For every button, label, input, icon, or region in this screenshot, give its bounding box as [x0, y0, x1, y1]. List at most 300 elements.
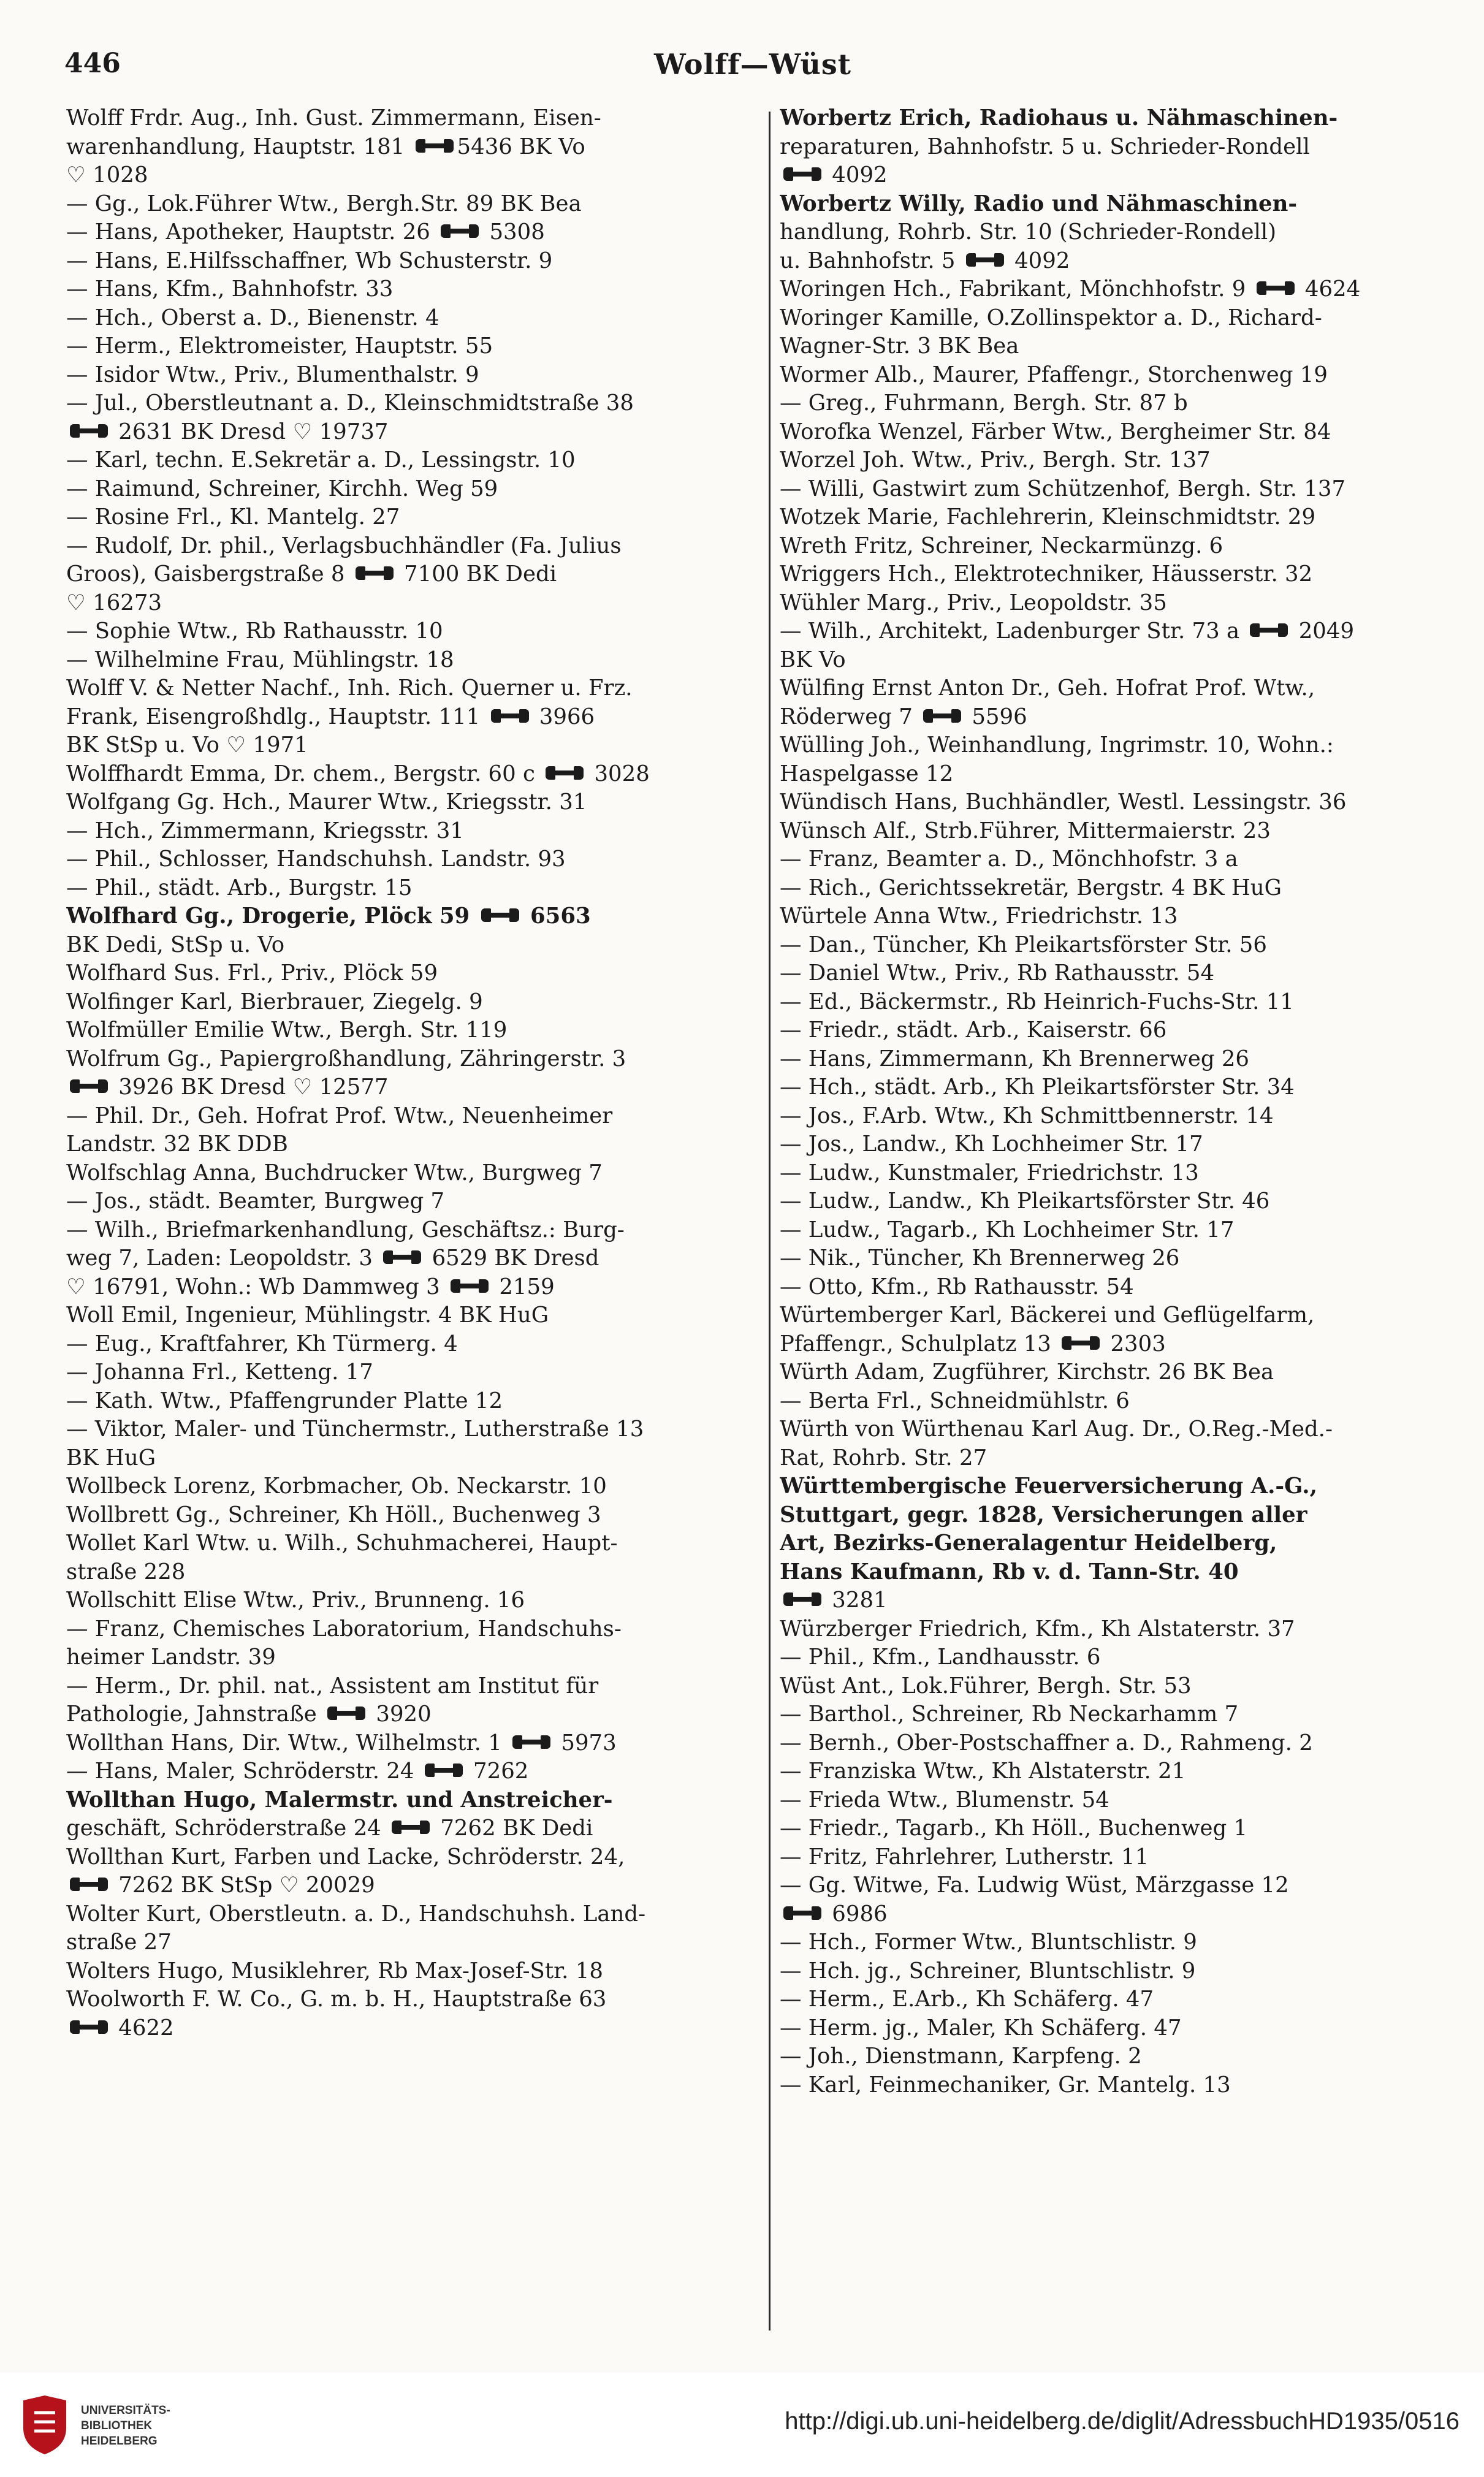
entry-text: — Friedr., Tagarb., Kh Höll., Buchenweg 1	[780, 1816, 1248, 1841]
directory-line	[66, 304, 762, 333]
entry-text: Frank, Eisengroßhdlg., Hauptstr. 111	[66, 704, 487, 729]
directory-line	[66, 560, 762, 589]
entry-text: Wülfing Ernst Anton Dr., Geh. Hofrat Prof. Wtw.,	[780, 675, 1315, 701]
entry-text: — Rudolf, Dr. phil., Verlagsbuchhändler (Fa. Julius	[66, 533, 622, 558]
entry-text: — Wilh., Architekt, Ladenburger Str. 73 a	[780, 618, 1247, 644]
entry-text: — Hans, Apotheker, Hauptstr. 26	[66, 219, 438, 245]
directory-line	[780, 2071, 1461, 2100]
entry-text: Wolff V. & Netter Nachf., Inh. Rich. Querner u. Frz.	[66, 675, 633, 701]
directory-line	[66, 1529, 762, 1558]
entry-text: Wolfinger Karl, Bierbrauer, Ziegelg. 9	[66, 989, 483, 1014]
entry-text: Wünsch Alf., Strb.Führer, Mittermaierstr. 23	[780, 818, 1271, 843]
entry-text: — Friedr., städt. Arb., Kaiserstr. 66	[780, 1018, 1167, 1043]
entry-text: — Ludw., Landw., Kh Pleikartsförster Str. 46	[780, 1189, 1270, 1214]
entry-text: — Bernh., Ober-Postschaffner a. D., Rahmeng. 2	[780, 1730, 1313, 1756]
library-seal-icon	[17, 2394, 72, 2456]
entry-text: — Jos., städt. Beamter, Burgweg 7	[66, 1189, 445, 1214]
entry-text: Württembergische Feuerversicherung A.-G.,	[780, 1474, 1317, 1499]
directory-line	[66, 959, 762, 988]
directory-line	[66, 1045, 762, 1074]
directory-line	[780, 1444, 1461, 1473]
directory-line	[780, 817, 1461, 846]
directory-line	[780, 1843, 1461, 1872]
directory-line	[780, 1928, 1461, 1957]
directory-line	[780, 247, 1461, 276]
directory-line	[66, 931, 762, 960]
entry-text: — Sophie Wtw., Rb Rathausstr. 10	[66, 618, 443, 644]
directory-line	[66, 1643, 762, 1672]
directory-line	[780, 133, 1461, 162]
directory-line	[780, 2014, 1461, 2043]
entry-text: BK Dedi, StSp u. Vo	[66, 932, 285, 957]
directory-line	[66, 1928, 762, 1957]
entry-text: Wriggers Hch., Elektrotechniker, Häusserstr. 32	[780, 561, 1313, 587]
directory-line	[780, 845, 1461, 874]
telephone-icon	[923, 709, 961, 723]
directory-line	[780, 389, 1461, 418]
entry-text: Hans Kaufmann, Rb v. d. Tann-Str. 40	[780, 1559, 1239, 1585]
entry-text: 7262 BK Dedi	[433, 1816, 593, 1841]
directory-line	[780, 731, 1461, 760]
directory-line	[780, 1900, 1461, 1929]
entry-text: 5973	[554, 1730, 617, 1756]
entry-text: — Nik., Tüncher, Kh Brennerweg 26	[780, 1246, 1180, 1271]
directory-line	[780, 902, 1461, 931]
directory-line	[780, 703, 1461, 732]
directory-line	[780, 418, 1461, 447]
entry-text: Stuttgart, gegr. 1828, Versicherungen aller	[780, 1502, 1307, 1528]
entry-text: Haspelgasse 12	[780, 761, 954, 786]
entry-text: Woolworth F. W. Co., G. m. b. H., Hauptstraße 63	[66, 1987, 607, 2012]
entry-text: — Rosine Frl., Kl. Mantelg. 27	[66, 504, 400, 530]
entry-text: Rat, Rohrb. Str. 27	[780, 1445, 987, 1471]
directory-line	[780, 589, 1461, 618]
directory-line	[66, 1102, 762, 1131]
directory-line	[780, 503, 1461, 532]
directory-line	[66, 874, 762, 903]
directory-line	[780, 1814, 1461, 1843]
directory-line	[780, 874, 1461, 903]
directory-line	[66, 1444, 762, 1473]
directory-line	[66, 332, 762, 361]
entry-text: Wollet Karl Wtw. u. Wilh., Schuhmacherei, Haupt-	[66, 1531, 618, 1556]
entry-text: — Kath. Wtw., Pfaffengrunder Platte 12	[66, 1388, 503, 1414]
telephone-icon	[441, 224, 479, 238]
entry-text: 3926 BK Dresd ♡ 12577	[112, 1075, 389, 1100]
entry-text: Groos), Gaisbergstraße 8	[66, 561, 352, 587]
directory-line	[66, 1814, 762, 1843]
entry-text: Pathologie, Jahnstraße	[66, 1702, 324, 1727]
directory-line	[66, 475, 762, 504]
directory-line	[780, 1045, 1461, 1074]
directory-line	[780, 988, 1461, 1017]
directory-line	[780, 1330, 1461, 1359]
directory-line	[66, 1387, 762, 1416]
entry-text: Wormer Alb., Maurer, Pfaffengr., Storchenweg 19	[780, 362, 1328, 387]
directory-line	[780, 1757, 1461, 1786]
library-logo[interactable]	[17, 2394, 201, 2456]
entry-text: straße 228	[66, 1559, 186, 1585]
entry-text: 7262	[466, 1759, 529, 1784]
telephone-icon	[966, 253, 1004, 267]
entry-text: Wühler Marg., Priv., Leopoldstr. 35	[780, 590, 1167, 615]
entry-text: Wolfrum Gg., Papiergroßhandlung, Zähringerstr. 3	[66, 1046, 626, 1071]
directory-line	[66, 1472, 762, 1501]
entry-text: u. Bahnhofstr. 5	[780, 248, 962, 273]
page-header	[64, 48, 1441, 91]
entry-text: — Hans, E.Hilfsschaffner, Wb Schusterstr. 9	[66, 248, 553, 273]
entry-text: Pfaffengr., Schulplatz 13	[780, 1331, 1059, 1356]
entry-text: — Jos., Landw., Kh Lochheimer Str. 17	[780, 1132, 1203, 1157]
directory-line	[780, 617, 1461, 646]
entry-text: — Hch., Former Wtw., Bluntschlistr. 9	[780, 1930, 1197, 1955]
entry-text: — Gg., Lok.Führer Wtw., Bergh.Str. 89 BK Bea	[66, 191, 582, 216]
entry-text: BK HuG	[66, 1445, 156, 1471]
entry-text: — Rich., Gerichtssekretär, Bergstr. 4 BK HuG	[780, 875, 1282, 900]
entry-text: Würth Adam, Zugführer, Kirchstr. 26 BK Bea	[780, 1360, 1274, 1385]
directory-line	[780, 646, 1461, 675]
directory-line	[780, 1159, 1461, 1188]
directory-line	[66, 1501, 762, 1530]
telephone-icon	[491, 709, 529, 723]
directory-line	[780, 1957, 1461, 1986]
directory-line	[66, 1358, 762, 1387]
entry-text: reparaturen, Bahnhofstr. 5 u. Schrieder-Rondell	[780, 134, 1310, 159]
directory-line	[66, 1330, 762, 1359]
entry-text: — Hch., städt. Arb., Kh Pleikartsförster Str. 34	[780, 1075, 1295, 1100]
entry-text: Landstr. 32 BK DDB	[66, 1132, 288, 1157]
directory-line	[66, 1073, 762, 1102]
entry-text: 4624	[1298, 276, 1361, 302]
entry-text: Wolfhard Sus. Frl., Priv., Plöck 59	[66, 961, 438, 986]
entry-text: — Daniel Wtw., Priv., Rb Rathausstr. 54	[780, 961, 1215, 986]
directory-line	[780, 1615, 1461, 1644]
directory-line	[66, 817, 762, 846]
entry-text: — Hch., Oberst a. D., Bienenstr. 4	[66, 305, 439, 330]
running-title: Wolff—Wüst	[653, 48, 852, 81]
entry-text: 6563	[522, 904, 591, 929]
source-url-link[interactable]: http://digi.ub.uni-heidelberg.de/diglit/AdressbuchHD1935/0516	[785, 2408, 1459, 2435]
entry-text: Wagner-Str. 3 BK Bea	[780, 333, 1019, 359]
directory-line	[66, 674, 762, 703]
directory-line	[66, 589, 762, 618]
directory-line	[66, 247, 762, 276]
entry-text: 3281	[825, 1588, 888, 1613]
directory-line	[66, 1757, 762, 1786]
directory-line	[66, 418, 762, 447]
telephone-icon	[327, 1707, 365, 1720]
directory-line	[66, 275, 762, 304]
entry-text: — Wilh., Briefmarkenhandlung, Geschäftsz.: Burg-	[66, 1217, 625, 1242]
entry-text: Wollbrett Gg., Schreiner, Kh Höll., Buchenweg 3	[66, 1502, 601, 1528]
directory-line	[780, 1472, 1461, 1501]
entry-text: warenhandlung, Hauptstr. 181	[66, 134, 412, 159]
telephone-icon	[481, 908, 519, 922]
directory-line	[66, 532, 762, 561]
telephone-icon	[1062, 1336, 1100, 1350]
entry-text: Worbertz Willy, Radio und Nähmaschinen-	[780, 191, 1298, 216]
entry-text: — Jul., Oberstleutnant a. D., Kleinschmidtstraße 38	[66, 390, 634, 416]
entry-text: — Raimund, Schreiner, Kirchh. Weg 59	[66, 476, 498, 501]
entry-text: 2159	[492, 1274, 555, 1299]
entry-text: straße 27	[66, 1930, 172, 1955]
entry-text: — Isidor Wtw., Priv., Blumenthalstr. 9	[66, 362, 479, 387]
right-column	[780, 104, 1461, 2099]
directory-line	[780, 1244, 1461, 1273]
directory-line	[66, 902, 762, 931]
directory-line	[780, 1729, 1461, 1758]
directory-line	[780, 674, 1461, 703]
directory-line	[780, 788, 1461, 817]
entry-text: Art, Bezirks-Generalagentur Heidelberg,	[780, 1531, 1277, 1556]
entry-text: Wollthan Kurt, Farben und Lacke, Schröderstr. 24,	[66, 1844, 625, 1870]
entry-text: Wülling Joh., Weinhandlung, Ingrimstr. 10, Wohn.:	[780, 732, 1334, 758]
entry-text: 7100 BK Dedi	[397, 561, 557, 587]
entry-text: Woringen Hch., Fabrikant, Mönchhofstr. 9	[780, 276, 1253, 302]
entry-text: — Hans, Maler, Schröderstr. 24	[66, 1759, 421, 1784]
entry-text: Würtele Anna Wtw., Friedrichstr. 13	[780, 904, 1178, 929]
entry-text: Wüst Ant., Lok.Führer, Bergh. Str. 53	[780, 1673, 1192, 1699]
directory-line	[780, 1102, 1461, 1131]
directory-line	[66, 446, 762, 475]
entry-text: — Eug., Kraftfahrer, Kh Türmerg. 4	[66, 1331, 458, 1356]
entry-text: — Frieda Wtw., Blumenstr. 54	[780, 1787, 1109, 1813]
directory-line	[780, 532, 1461, 561]
directory-line	[780, 1415, 1461, 1444]
directory-line	[780, 1786, 1461, 1815]
directory-line	[66, 218, 762, 247]
telephone-icon	[383, 1250, 421, 1264]
entry-text: Wolffhardt Emma, Dr. chem., Bergstr. 60 c	[66, 761, 542, 786]
entry-text: Röderweg 7	[780, 704, 920, 729]
entry-text: BK StSp u. Vo ♡ 1971	[66, 732, 308, 758]
directory-line	[66, 161, 762, 190]
entry-text: Wollschitt Elise Wtw., Priv., Brunneng. 16	[66, 1588, 525, 1613]
directory-line	[780, 1187, 1461, 1216]
directory-line	[780, 760, 1461, 789]
directory-line	[780, 218, 1461, 247]
telephone-icon	[451, 1279, 489, 1293]
directory-line	[780, 1529, 1461, 1558]
directory-line	[66, 1615, 762, 1644]
telephone-icon	[1257, 281, 1295, 295]
entry-text: — Hch. jg., Schreiner, Bluntschlistr. 9	[780, 1958, 1196, 1984]
directory-line	[780, 475, 1461, 504]
entry-text: — Franz, Beamter a. D., Mönchhofstr. 3 a	[780, 847, 1238, 872]
entry-text: 4092	[1007, 248, 1070, 273]
entry-text: Würtemberger Karl, Bäckerei und Geflügelfarm,	[780, 1303, 1315, 1328]
directory-line	[780, 1871, 1461, 1900]
telephone-icon	[416, 139, 454, 153]
telephone-icon	[356, 566, 394, 580]
directory-line	[66, 1130, 762, 1159]
telephone-icon	[70, 1079, 108, 1093]
page-number: 446	[64, 48, 121, 79]
directory-line	[66, 1786, 762, 1815]
entry-text: — Franz, Chemisches Laboratorium, Handschuhs-	[66, 1616, 622, 1642]
entry-text: — Ed., Bäckermstr., Rb Heinrich-Fuchs-Str. 11	[780, 989, 1294, 1014]
directory-line	[66, 104, 762, 133]
directory-line	[780, 1073, 1461, 1102]
entry-text: — Franziska Wtw., Kh Alstaterstr. 21	[780, 1759, 1186, 1784]
directory-line	[780, 332, 1461, 361]
directory-line	[66, 1273, 762, 1302]
directory-line	[780, 1672, 1461, 1701]
directory-line	[66, 1558, 762, 1587]
directory-line	[66, 190, 762, 219]
entry-text: — Hans, Kfm., Bahnhofstr. 33	[66, 276, 394, 302]
directory-line	[780, 931, 1461, 960]
library-name	[81, 2403, 170, 2449]
entry-text: — Joh., Dienstmann, Karpfeng. 2	[780, 2044, 1142, 2069]
entry-text: Worzel Joh. Wtw., Priv., Bergh. Str. 137	[780, 447, 1211, 473]
directory-line	[780, 1558, 1461, 1587]
library-name-line-1: UNIVERSITÄTS-	[81, 2404, 170, 2417]
entry-text: ♡ 1028	[66, 162, 148, 188]
entry-text: Wollthan Hans, Dir. Wtw., Wilhelmstr. 1	[66, 1730, 509, 1756]
directory-line	[780, 1016, 1461, 1045]
entry-text: Woll Emil, Ingenieur, Mühlingstr. 4 BK HuG	[66, 1303, 549, 1328]
directory-line	[780, 1387, 1461, 1416]
directory-line	[66, 1244, 762, 1273]
entry-text: Worofka Wenzel, Färber Wtw., Bergheimer Str. 84	[780, 419, 1331, 444]
directory-line	[66, 1586, 762, 1615]
directory-line	[66, 703, 762, 732]
directory-line	[780, 1985, 1461, 2014]
directory-line	[780, 104, 1461, 133]
directory-line	[780, 1358, 1461, 1387]
directory-line	[66, 361, 762, 390]
entry-text: 5436 BK Vo	[457, 134, 585, 159]
directory-line	[780, 275, 1461, 304]
entry-text: — Viktor, Maler- und Tünchermstr., Lutherstraße 13	[66, 1417, 644, 1442]
entry-text: weg 7, Laden: Leopoldstr. 3	[66, 1246, 380, 1271]
entry-text: Worbertz Erich, Radiohaus u. Nähmaschinen-	[780, 105, 1338, 131]
entry-text: — Herm. jg., Maler, Kh Schäferg. 47	[780, 2015, 1182, 2041]
entry-text: 4092	[825, 162, 888, 188]
entry-text: 2631 BK Dresd ♡ 19737	[112, 419, 389, 444]
telephone-icon	[70, 1878, 108, 1891]
column-divider	[769, 112, 771, 2331]
entry-text: — Ludw., Tagarb., Kh Lochheimer Str. 17	[780, 1217, 1235, 1242]
directory-line	[66, 1900, 762, 1929]
entry-text: 6986	[825, 1901, 888, 1927]
entry-text: — Wilhelmine Frau, Mühlingstr. 18	[66, 647, 454, 672]
directory-line	[780, 1586, 1461, 1615]
entry-text: Wolfhard Gg., Drogerie, Plöck 59	[66, 904, 478, 929]
directory-line	[66, 731, 762, 760]
library-name-line-3: HEIDELBERG	[81, 2435, 158, 2448]
entry-text: Woringer Kamille, O.Zollinspektor a. D., Richard-	[780, 305, 1322, 330]
directory-line	[66, 1985, 762, 2014]
entry-text: 2049	[1292, 618, 1355, 644]
entry-text: — Ludw., Kunstmaler, Friedrichstr. 13	[780, 1160, 1199, 1185]
directory-line	[66, 1216, 762, 1245]
directory-line	[66, 503, 762, 532]
directory-line	[66, 1301, 762, 1330]
directory-line	[780, 161, 1461, 190]
directory-line	[780, 304, 1461, 333]
entry-text: — Karl, techn. E.Sekretär a. D., Lessingstr. 10	[66, 447, 576, 473]
telephone-icon	[70, 424, 108, 438]
entry-text: 4622	[112, 2015, 174, 2041]
directory-line	[66, 1415, 762, 1444]
entry-text: Wolfschlag Anna, Buchdrucker Wtw., Burgweg 7	[66, 1160, 603, 1185]
directory-line	[66, 1672, 762, 1701]
directory-line	[66, 1159, 762, 1188]
entry-text: — Johanna Frl., Ketteng. 17	[66, 1360, 373, 1385]
entry-text: ♡ 16791, Wohn.: Wb Dammweg 3	[66, 1274, 447, 1299]
directory-line	[780, 560, 1461, 589]
directory-line	[66, 845, 762, 874]
entry-text: — Gg. Witwe, Fa. Ludwig Wüst, Märzgasse 12	[780, 1873, 1289, 1898]
entry-text: ♡ 16273	[66, 590, 162, 615]
entry-text: Wolter Kurt, Oberstleutn. a. D., Handschuhsh. Land-	[66, 1901, 646, 1927]
directory-line	[66, 1187, 762, 1216]
entry-text: — Phil., städt. Arb., Burgstr. 15	[66, 875, 413, 900]
entry-text: Wotzek Marie, Fachlehrerin, Kleinschmidtstr. 29	[780, 504, 1316, 530]
directory-line	[780, 959, 1461, 988]
entry-text: Wündisch Hans, Buchhändler, Westl. Lessingstr. 36	[780, 790, 1347, 815]
entry-text: — Herm., Elektromeister, Hauptstr. 55	[66, 333, 493, 359]
telephone-icon	[425, 1764, 463, 1777]
entry-text: heimer Landstr. 39	[66, 1645, 276, 1670]
directory-line	[780, 1130, 1461, 1159]
directory-line	[66, 1871, 762, 1900]
directory-line	[66, 646, 762, 675]
entry-text: Wollthan Hugo, Malermstr. und Anstreicher-	[66, 1787, 613, 1813]
directory-line	[780, 1216, 1461, 1245]
entry-text: — Phil. Dr., Geh. Hofrat Prof. Wtw., Neuenheimer	[66, 1103, 613, 1128]
entry-text: — Barthol., Schreiner, Rb Neckarhamm 7	[780, 1702, 1239, 1727]
entry-text: — Berta Frl., Schneidmühlstr. 6	[780, 1388, 1130, 1414]
entry-text: 3966	[532, 704, 595, 729]
entry-text: — Karl, Feinmechaniker, Gr. Mantelg. 13	[780, 2072, 1231, 2098]
entry-text: 5596	[965, 704, 1027, 729]
entry-text: — Herm., Dr. phil. nat., Assistent am Institut für	[66, 1673, 599, 1699]
directory-line	[780, 1643, 1461, 1672]
telephone-icon	[783, 167, 821, 181]
directory-line	[780, 1273, 1461, 1302]
telephone-icon	[512, 1735, 550, 1749]
entry-text: — Dan., Tüncher, Kh Pleikartsförster Str. 56	[780, 932, 1267, 957]
telephone-icon	[783, 1592, 821, 1606]
telephone-icon	[1250, 623, 1288, 637]
entry-text: — Otto, Kfm., Rb Rathausstr. 54	[780, 1274, 1134, 1299]
telephone-icon	[783, 1906, 821, 1920]
directory-line	[66, 788, 762, 817]
entry-text: Wollbeck Lorenz, Korbmacher, Ob. Neckarstr. 10	[66, 1474, 607, 1499]
directory-line	[66, 617, 762, 646]
entry-text: Würth von Würthenau Karl Aug. Dr., O.Reg.-Med.-	[780, 1417, 1333, 1442]
entry-text: — Hch., Zimmermann, Kriegsstr. 31	[66, 818, 464, 843]
entry-text: — Hans, Zimmermann, Kh Brennerweg 26	[780, 1046, 1250, 1071]
telephone-icon	[392, 1821, 430, 1834]
entry-text: Würzberger Friedrich, Kfm., Kh Alstaterstr. 37	[780, 1616, 1295, 1642]
directory-line	[66, 389, 762, 418]
directory-line	[780, 446, 1461, 475]
directory-line	[66, 1700, 762, 1729]
directory-line	[780, 190, 1461, 219]
entry-text: 3920	[369, 1702, 432, 1727]
entry-text: — Jos., F.Arb. Wtw., Kh Schmittbennerstr. 14	[780, 1103, 1274, 1128]
entry-text: geschäft, Schröderstraße 24	[66, 1816, 389, 1841]
directory-line	[780, 361, 1461, 390]
footer-bar	[0, 2372, 1484, 2477]
entry-text: Wreth Fritz, Schreiner, Neckarmünzg. 6	[780, 533, 1223, 558]
entry-text: — Phil., Schlosser, Handschuhsh. Landstr. 93	[66, 847, 566, 872]
entry-text: Wolff Frdr. Aug., Inh. Gust. Zimmermann, Eisen-	[66, 105, 601, 131]
